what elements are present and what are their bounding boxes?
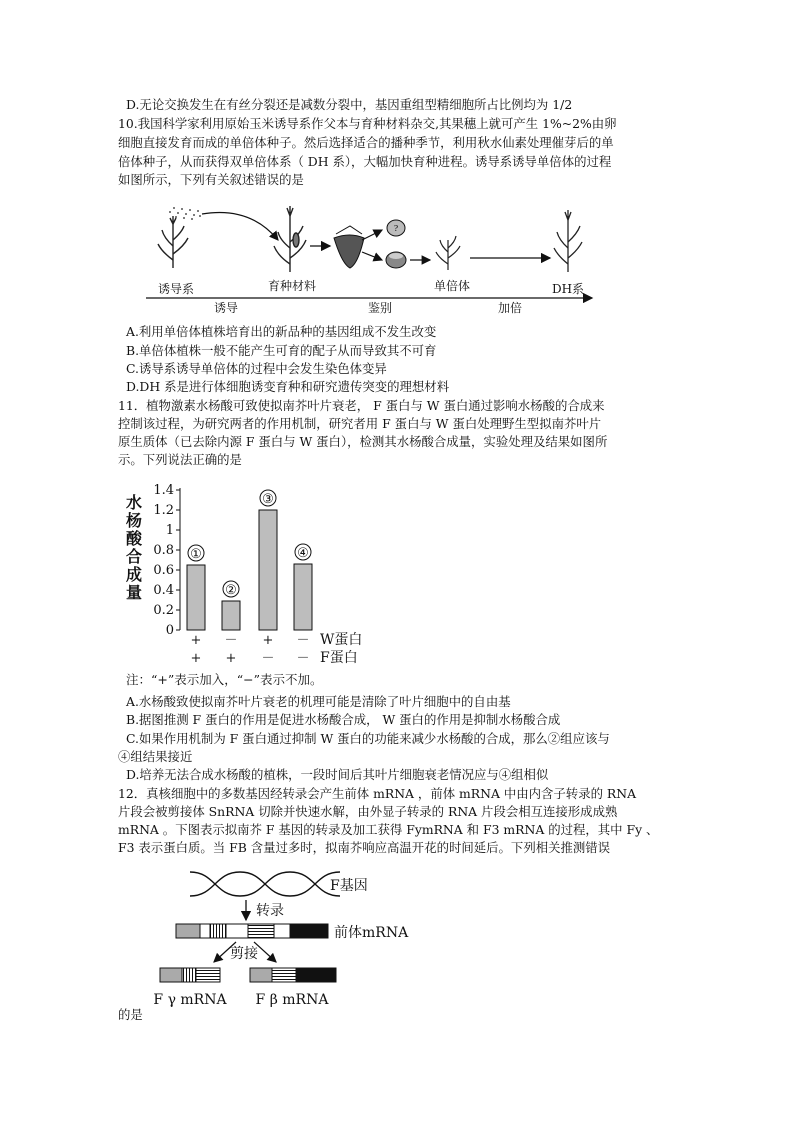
treatment-sign: －: [296, 633, 310, 648]
seed-icon: [387, 220, 405, 236]
bar-label: ②: [225, 583, 237, 598]
f-gamma-mrna-bar: [160, 968, 220, 982]
y-axis-label-char: 合: [125, 547, 143, 566]
treatment-sign: +: [190, 633, 202, 648]
q11-stem-line: 控制该过程，为研究两者的作用机制，研究者用 F 蛋白与 W 蛋白处理野生型拟南芥叶片: [118, 416, 602, 431]
corn-plant-icon: [554, 210, 582, 272]
label-inducer: 诱导系: [157, 282, 195, 296]
q12-stem-line: F3 表示蛋白质。当 FB 含量过多时，拟南芥响应高温开花的时间延后。下列相关推测错误: [118, 840, 611, 855]
corn-plant-icon: [274, 206, 306, 272]
q11-option-c-cont: ④组结果接近: [118, 749, 193, 764]
bar-label: ④: [297, 546, 309, 561]
label-haploid: 单倍体: [433, 279, 471, 293]
q11-stem-line: 11．植物激素水杨酸可致使拟南芥叶片衰老， F 蛋白与 W 蛋白通过影响水杨酸的合成来: [118, 398, 605, 413]
label-f-gene: F基因: [330, 878, 368, 894]
treatment-sign: －: [224, 633, 238, 648]
bar-label: ③: [262, 492, 274, 507]
q10-option-d: D.DH 系是进行体细胞诱变育种和研究遗传突变的理想材料: [126, 379, 450, 394]
q11-stem-line: 示。下列说法正确的是: [118, 452, 242, 467]
q12-stem-line: 片段会被剪接体 SnRNA 切除并快速水解，由外显子转录的 RNA 片段会相互连接形成成熟: [118, 804, 618, 819]
y-tick-label: 0.6: [153, 563, 174, 578]
treatment-sign: +: [262, 633, 274, 648]
gene-splicing-figure: [150, 862, 450, 1012]
label-identify: 鉴别: [367, 301, 393, 315]
y-tick-label: 1: [165, 523, 174, 538]
y-axis-label-char: 酸: [125, 529, 143, 548]
label-splice: 剪接: [230, 946, 258, 962]
q10-stem-line: 细胞直接发育而成的单倍体种子。然后选择适合的播种季节，利用秋水仙素处理催芽后的单: [118, 135, 614, 150]
label-dh: DH系: [551, 282, 585, 296]
label-f-gamma: F γ mRNA: [153, 992, 227, 1008]
chart-note: 注：“+”表示加入，“−”表示不加。: [126, 672, 323, 687]
pollination-arrow: [202, 212, 278, 240]
treatment-row-label: F蛋白: [320, 650, 358, 666]
q12-stem-line: 12．真核细胞中的多数基因经转录会产生前体 mRNA ，前体 mRNA 中由内含子转录的 RNA: [118, 786, 637, 801]
y-axis-label-char: 水: [125, 493, 143, 512]
label-double: 加倍: [497, 301, 523, 315]
q12-stem-tail: 的是: [118, 1007, 143, 1022]
q11-option-b: B.据图推测 F 蛋白的作用是促进水杨酸合成， W 蛋白的作用是抑制水杨酸合成: [126, 712, 561, 727]
label-transcribe: 转录: [256, 903, 284, 919]
q11-option-a: A.水杨酸致使拟南芥叶片衰老的机理可能是清除了叶片细胞中的自由基: [126, 694, 511, 709]
q10-option-c: C.诱导系诱导单倍体的过程中会发生染色体变异: [126, 361, 387, 376]
y-axis-label-char: 成: [125, 565, 143, 584]
q9-option-d: D.无论交换发生在有丝分裂还是减数分裂中，基因重组型精细胞所占比例均为 1/2: [126, 97, 573, 112]
bar-label: ①: [190, 547, 202, 562]
salicylic-acid-chart: [120, 478, 440, 692]
haploid-induction-figure: [140, 196, 610, 318]
y-tick-label: 0: [165, 623, 174, 638]
q10-stem-line: 倍体种子，从而获得双单倍体系（ DH 系），大幅加快育种进程。诱导系诱导单倍体的过程: [118, 154, 612, 169]
q10-stem-line: 10.我国科学家利用原始玉米诱导系作父本与育种材料杂交,其果穗上就可产生 1%~2%由卵: [118, 116, 617, 131]
q11-option-d: D.培养无法合成水杨酸的植株，一段时间后其叶片细胞衰老情况应与④组相似: [126, 767, 549, 782]
label-pre-mrna: 前体mRNA: [334, 925, 409, 941]
treatment-sign: +: [225, 651, 237, 666]
treatment-sign: －: [296, 651, 310, 666]
treatment-sign: －: [261, 651, 275, 666]
y-tick-label: 0.4: [153, 583, 174, 598]
corn-plant-icon: [158, 216, 188, 268]
seed-icon: [386, 252, 406, 268]
q11-stem-line: 原生质体（已去除内源 F 蛋白与 W 蛋白），检测其水杨酸合成量，实验处理及结果如图所: [118, 434, 608, 449]
treatment-row-label: W蛋白: [320, 632, 363, 648]
y-tick-label: 0.8: [153, 543, 174, 558]
svg-text:?: ?: [393, 224, 399, 233]
label-f-beta: F β mRNA: [255, 992, 329, 1008]
dna-helix-icon: [190, 872, 340, 896]
bar-group-3: [259, 510, 277, 630]
y-axis-label-char: 量: [125, 583, 143, 602]
q11-option-c: C.如果作用机制为 F 蛋白通过抑制 W 蛋白的功能来减少水杨酸的合成，那么②组应该与: [126, 731, 610, 746]
q10-option-b: B.单倍体植株一般不能产生可育的配子从而导致其不可育: [126, 343, 437, 358]
corn-plant-icon: [436, 236, 460, 270]
y-tick-label: 1.2: [153, 503, 174, 518]
q10-option-a: A.利用单倍体植株培育出的新品种的基因组成不发生改变: [126, 324, 437, 339]
pre-mrna-bar: [176, 924, 328, 938]
label-induce: 诱导: [213, 301, 239, 315]
q12-stem-line: mRNA 。下图表示拟南芥 F 基因的转录及加工获得 FymRNA 和 F3 mRNA 的过程，其中 Fy 、: [118, 822, 659, 837]
bar-group-4: [294, 564, 312, 630]
y-tick-label: 0.2: [153, 603, 174, 618]
q10-stem-line: 如图所示，下列有关叙述错误的是: [118, 172, 304, 187]
y-tick-label: 1.4: [153, 483, 174, 498]
bar-group-2: [222, 601, 240, 630]
f-beta-mrna-bar: [250, 968, 336, 982]
y-axis-label-char: 杨: [125, 511, 143, 530]
corn-cob-icon: [334, 226, 364, 268]
label-breeding: 育种材料: [267, 279, 317, 293]
treatment-sign: +: [190, 651, 202, 666]
bar-group-1: [187, 565, 205, 630]
pollen-icon: [169, 207, 201, 220]
